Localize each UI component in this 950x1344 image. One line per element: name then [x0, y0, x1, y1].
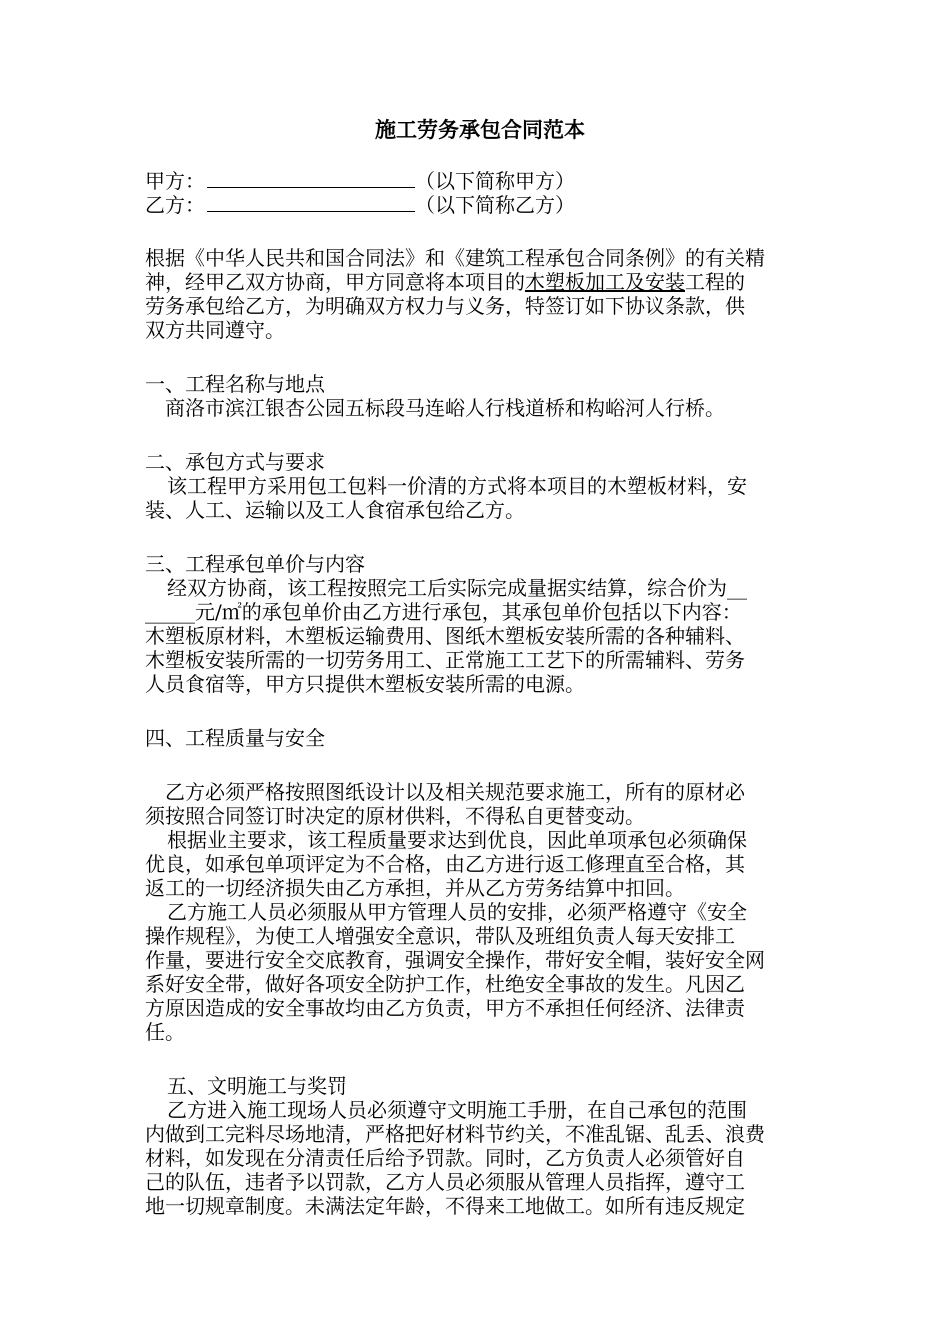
- section-text: 己的队伍，违者予以罚款，乙方人员必须服从管理人员指挥，遵守工: [145, 1170, 745, 1194]
- section-text: 材料，如发现在分清责任后给予罚款。同时，乙方负责人必须管好自: [145, 1146, 745, 1170]
- section-text: 木塑板原材料，木塑板运输费用、图纸木塑板安装所需的各种辅料、: [145, 624, 745, 648]
- party-a-note: （以下简称甲方）: [415, 169, 575, 193]
- section-text: 木塑板安装所需的一切劳务用工、正常施工工艺下的所需辅料、劳务: [145, 648, 745, 672]
- party-b-label: 乙方：: [145, 193, 205, 217]
- section-text: 返工的一切经济损失由乙方承担，并从乙方劳务结算中扣回。: [145, 876, 685, 900]
- intro-paragraph: [145, 246, 815, 342]
- party-a-line: [145, 168, 815, 192]
- section-5: [145, 1074, 815, 1218]
- section-text: 乙方必须严格按照图纸设计以及相关规范要求施工，所有的原材必: [165, 780, 745, 804]
- section-text: 人员食宿等，甲方只提供木塑板安装所需的电源。: [145, 672, 585, 696]
- section-3: [145, 552, 815, 696]
- party-b-line: [145, 192, 815, 216]
- section-text: 作量，要进行安全交底教育，强调安全操作，带好安全帽，装好安全网: [145, 948, 765, 972]
- section-heading: 二、承包方式与要求: [145, 450, 325, 474]
- section-heading: 一、工程名称与地点: [145, 372, 325, 396]
- section-text: 该工程甲方采用包工包料一价清的方式将本项目的木塑板材料，安: [167, 474, 747, 498]
- section-text: 任。: [145, 1020, 185, 1044]
- intro-line: 劳务承包给乙方，为明确双方权力与义务，特签订如下协议条款，供: [145, 294, 745, 318]
- section-text: 乙方进入施工现场人员必须遵守文明施工手册，在自己承包的范围: [167, 1098, 747, 1122]
- document-title: 施工劳务承包合同范本: [375, 117, 585, 142]
- section-2: [145, 450, 815, 522]
- section-heading: 五、文明施工与奖罚: [167, 1074, 347, 1098]
- section-text: 须按照合同签订时决定的原材供料，不得私自更替变动。: [145, 804, 645, 828]
- section-text: 经双方协商，该工程按照完工后实际完成量据实结算，综合价为__: [167, 576, 747, 600]
- party-a-blank: [207, 168, 415, 188]
- project-item-underlined: 木塑板加工及安装: [525, 270, 685, 294]
- section-text: 地一切规章制度。未满法定年龄，不得来工地做工。如所有违反规定: [145, 1194, 745, 1218]
- section-text: _____元/㎡的承包单价由乙方进行承包，其承包单价包括以下内容：: [145, 600, 742, 624]
- section-heading: 三、工程承包单价与内容: [145, 552, 365, 576]
- intro-line: 神，经甲乙双方协商，甲方同意将本项目的木塑板加工及安装工程的: [145, 270, 745, 294]
- section-text: 系好安全带，做好各项安全防护工作，杜绝安全事故的发生。凡因乙: [145, 972, 745, 996]
- section-text: 装、人工、运输以及工人食宿承包给乙方。: [145, 498, 525, 522]
- section-text: 乙方施工人员必须服从甲方管理人员的安排，必须严格遵守《安全: [167, 900, 747, 924]
- intro-line: 根据《中华人民共和国合同法》和《建筑工程承包合同条例》的有关精: [145, 246, 765, 270]
- section-text: 商洛市滨江银杏公园五标段马连峪人行栈道桥和构峪河人行桥。: [165, 396, 725, 420]
- party-a-label: 甲方：: [145, 169, 205, 193]
- party-b-note: （以下简称乙方）: [415, 193, 575, 217]
- section-heading: 四、工程质量与安全: [145, 726, 325, 750]
- section-text: 方原因造成的安全事故均由乙方负责，甲方不承担任何经济、法律责: [145, 996, 745, 1020]
- section-text: 根据业主要求，该工程质量要求达到优良，因此单项承包必须确保: [167, 828, 747, 852]
- party-b-blank: [207, 192, 415, 212]
- intro-line: 双方共同遵守。: [145, 318, 285, 342]
- section-4: [145, 726, 815, 1044]
- section-text: 内做到工完料尽场地清，严格把好材料节约关，不准乱锯、乱丢、浪费: [145, 1122, 765, 1146]
- section-1: [145, 372, 815, 420]
- contract-page: [145, 118, 815, 1218]
- section-text: 操作规程》，为使工人增强安全意识，带队及班组负责人每天安排工: [145, 924, 735, 948]
- section-text: 优良，如承包单项评定为不合格，由乙方进行返工修理直至合格，其: [145, 852, 745, 876]
